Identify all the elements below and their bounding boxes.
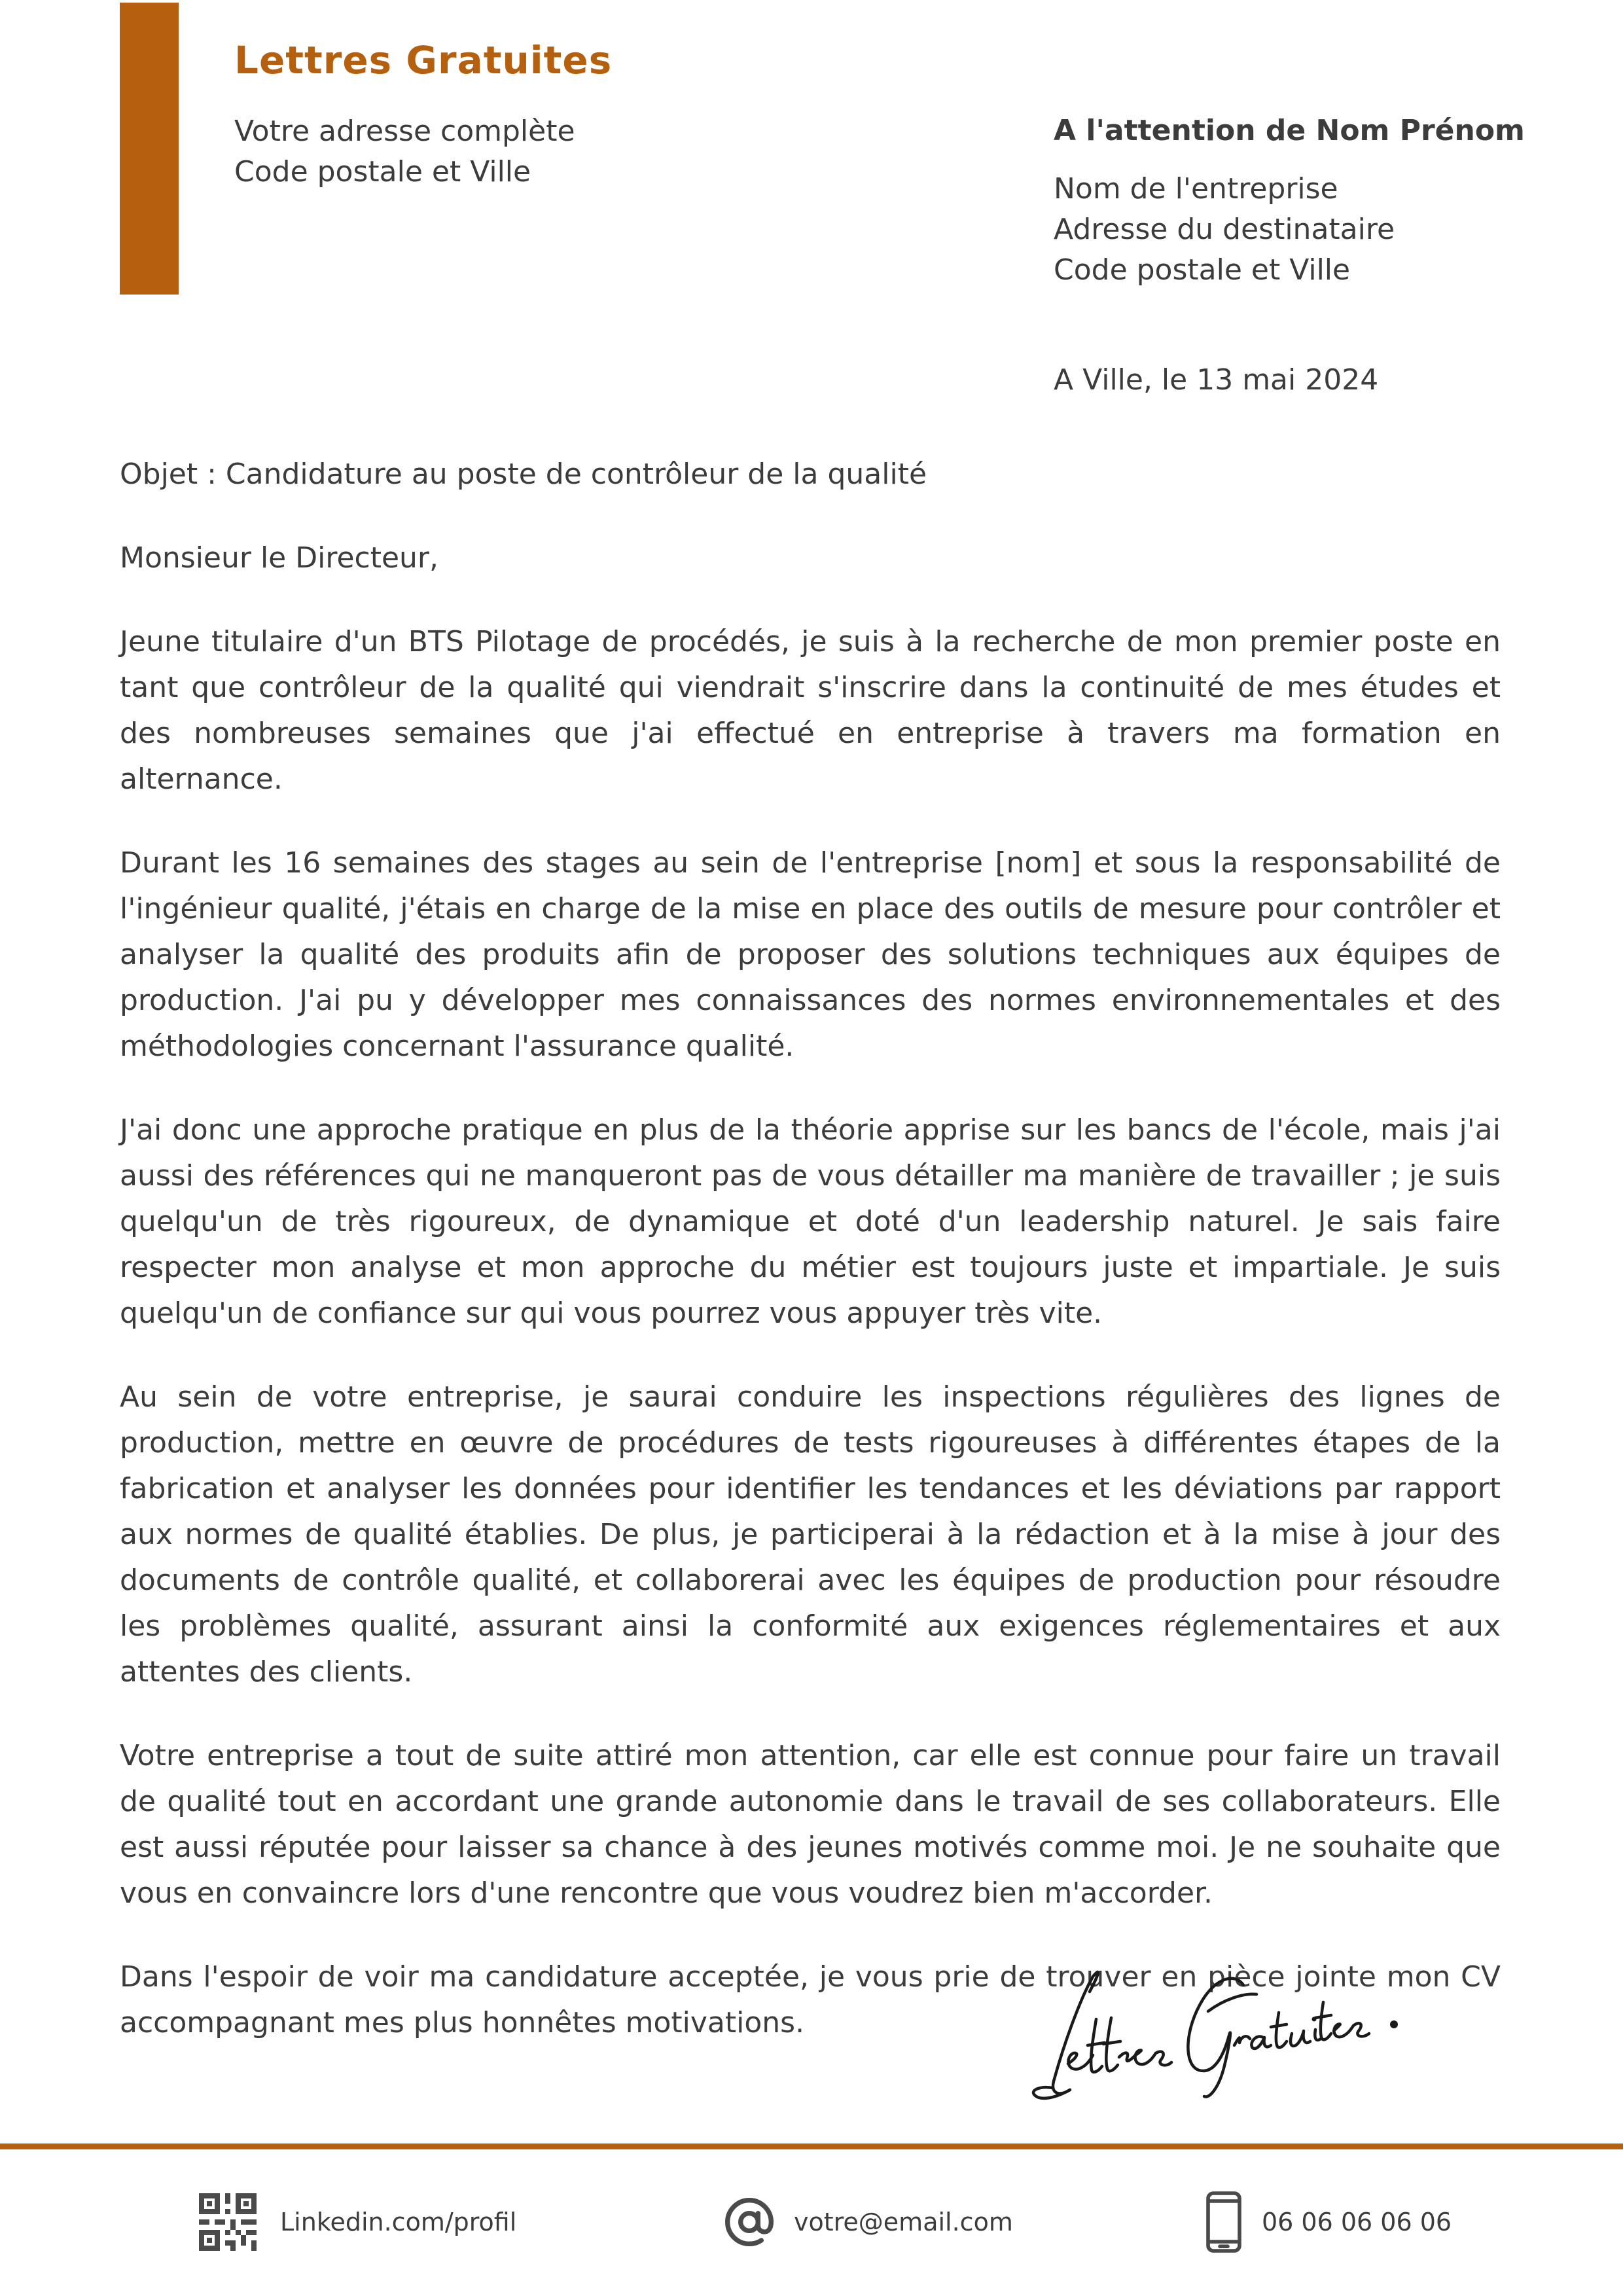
recipient-city: Code postale et Ville	[1054, 253, 1351, 287]
letter-body	[120, 452, 1501, 2084]
letter-date: A Ville, le 13 mai 2024	[1054, 363, 1379, 397]
footer-phone[interactable]	[1204, 2189, 1452, 2255]
paragraph-1: Jeune titulaire d'un BTS Pilotage de procédés, je suis à la recherche de mon premier poste en tant que contrôleur de la qualité qui viendrait s'inscrire dans la continuité de mes études et des nombreuses semaines que j'ai effectué en entreprise à travers ma formation en alternance.	[120, 625, 1501, 796]
linkedin-url: Linkedin.com/profil	[280, 2208, 517, 2236]
footer-divider	[0, 2144, 1623, 2149]
letter-salutation: Monsieur le Directeur,	[120, 541, 439, 575]
letter-subject: Objet : Candidature au poste de contrôleur de la qualité	[120, 457, 927, 491]
recipient-company: Nom de l'entreprise	[1054, 172, 1338, 206]
paragraph-2: Durant les 16 semaines des stages au sein de l'entreprise [nom] et sous la responsabilité de l'ingénieur qualité, j'étais en charge de la mise en place des outils de mesure pour contrôler et analyser la qualité des produits afin de proposer des solutions techniques aux équipes de production. J'ai pu y développer mes connaissances des normes environnementales et des méthodologies concernant l'assurance qualité.	[120, 846, 1501, 1063]
sender-address	[234, 111, 575, 192]
sender-address-line2: Code postale et Ville	[234, 155, 531, 188]
paragraph-4: Au sein de votre entreprise, je saurai conduire les inspections régulières des lignes de production, mettre en œuvre de procédures de tests rigoureuses à différentes étapes de la fabrication et analyser les données pour identifier les tendances et les déviations par rapport aux normes de qualité établies. De plus, je participerai à la rédaction et à la mise à jour des documents de contrôle qualité, et collaborerai avec les équipes de production pour résoudre les problèmes qualité, assurant ainsi la conformité aux exigences réglementaires et aux attentes des clients.	[120, 1380, 1501, 1689]
recipient-street: Adresse du destinataire	[1054, 213, 1395, 246]
email-address: votre@email.com	[794, 2208, 1013, 2236]
smartphone-icon	[1204, 2191, 1243, 2253]
paragraph-5: Votre entreprise a tout de suite attiré mon attention, car elle est connue pour faire un travail de qualité tout en accordant une grande autonomie dans le travail de ses collaborateurs. Elle est aussi réputée pour laisser sa chance à des jeunes motivés comme moi. Je ne souhaite que vous en convaincre lors d'une rencontre que vous voudrez bien m'accorder.	[120, 1739, 1501, 1910]
recipient-attention: A l'attention de Nom Prénom	[1054, 114, 1525, 147]
handwritten-signature	[1027, 1947, 1414, 2108]
at-sign-icon	[723, 2196, 776, 2248]
sender-address-line1: Votre adresse complète	[234, 115, 575, 148]
footer-email[interactable]	[723, 2189, 1013, 2255]
qr-code-icon	[196, 2191, 259, 2253]
phone-number: 06 06 06 06 06	[1262, 2208, 1452, 2236]
sender-name: Lettres Gratuites	[234, 38, 613, 82]
paragraph-6: Dans l'espoir de voir ma candidature acceptée, je vous prie de trouver en pièce jointe mon CV accompagnant mes plus honnêtes motivations.	[120, 1960, 1501, 2039]
paragraph-3: J'ai donc une approche pratique en plus de la théorie apprise sur les bancs de l'école, mais j'ai aussi des références qui ne manqueront pas de vous détailler ma manière de travailler ; je suis quelqu'un de très rigoureux, de dynamique et doté d'un leadership naturel. Je sais faire respecter mon analyse et mon approche du métier est toujours juste et impartiale. Je suis quelqu'un de confiance sur qui vous pourrez vous appuyer très vite.	[120, 1113, 1501, 1330]
footer-linkedin[interactable]	[196, 2189, 516, 2255]
accent-bar	[120, 3, 179, 295]
recipient-address	[1054, 169, 1395, 291]
